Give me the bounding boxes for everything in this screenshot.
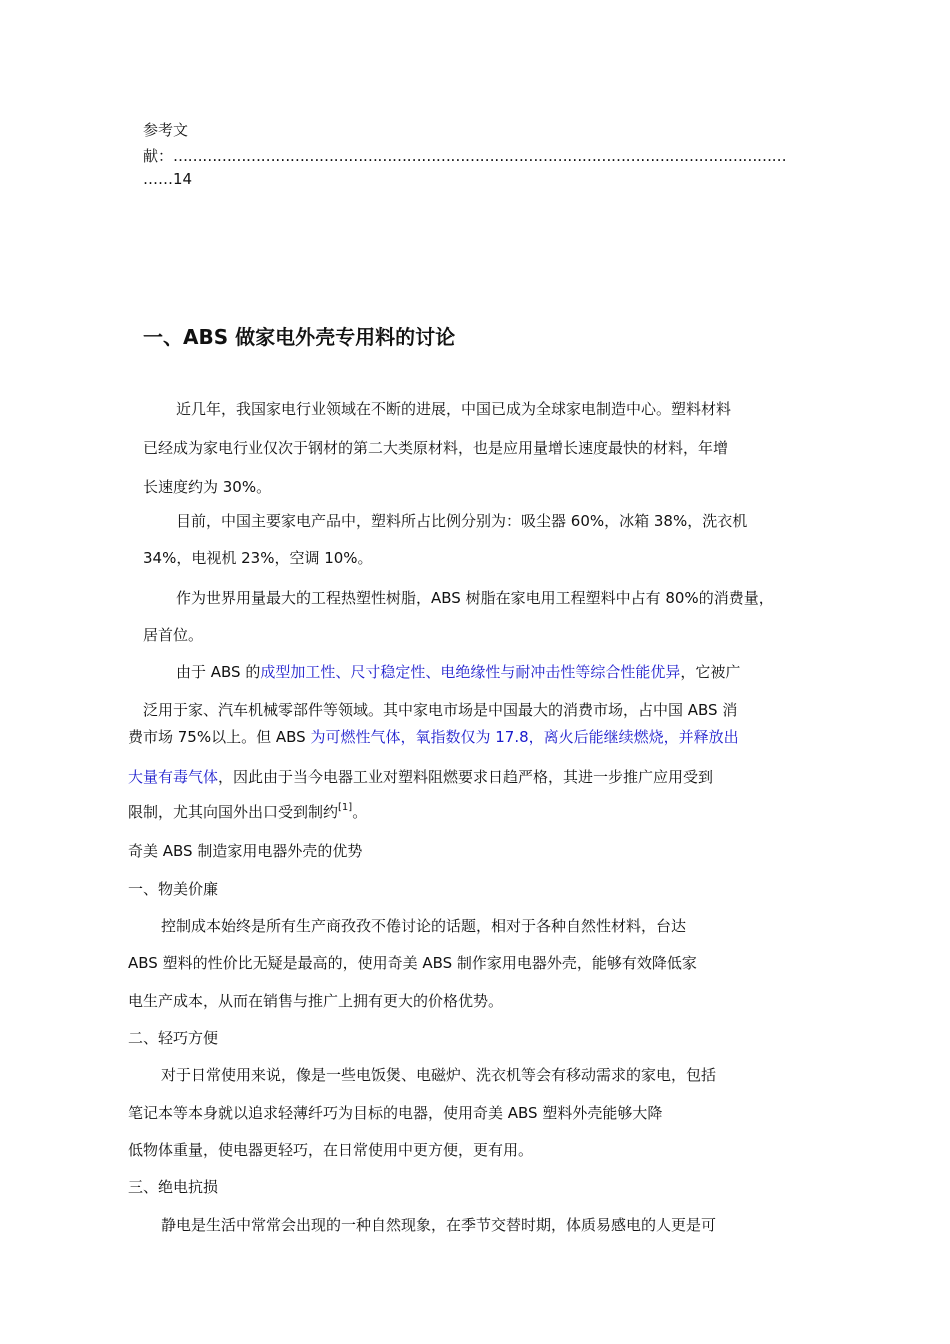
- adv2-line3: 低物体重量，使电器更轻巧，在日常使用中更方便，更有用。: [128, 1141, 534, 1159]
- adv1-line3: 电生产成本，从而在销售与推广上拥有更大的价格优势。: [128, 992, 504, 1010]
- p2-line2: 34%，电视机 23%，空调 10%。: [143, 549, 373, 567]
- p1-line3: 长速度约为 30%。: [143, 478, 272, 496]
- p4-highlight-toxic: 大量有毒气体: [128, 768, 219, 786]
- p4-line3: [128, 726, 739, 747]
- adv3-line1: 静电是生活中常常会出现的一种自然现象，在季节交替时期，体质易感电的人更是可: [161, 1216, 717, 1234]
- p4-highlight-properties: 成型加工性、尺寸稳定性、电绝缘性与耐冲击性等综合性能优异: [260, 663, 681, 681]
- p4-line4: [128, 766, 713, 787]
- p4-line3-a: 费市场 75%以上。但 ABS: [128, 728, 311, 746]
- toc-leader-dots: ………………………………………………………………………………………………………………: [173, 147, 787, 165]
- adv1-line2: ABS 塑料的性价比无疑是最高的，使用奇美 ABS 制作家用电器外壳，能够有效降低家: [128, 954, 697, 972]
- adv2-line2: 笔记本等本身就以追求轻薄纤巧为目标的电器，使用奇美 ABS 塑料外壳能够大降: [128, 1104, 663, 1122]
- p4-line4-b: ，因此由于当今电器工业对塑料阻燃要求日趋严格，其进一步推广应用受到: [218, 768, 714, 786]
- sub-heading: 奇美 ABS 制造家用电器外壳的优势: [128, 842, 363, 860]
- adv1-title: 一、物美价廉: [128, 880, 219, 898]
- p1-line1: 近几年，我国家电行业领域在不断的进展，中国已成为全球家电制造中心。塑料材料: [176, 400, 732, 418]
- p1-line2: 已经成为家电行业仅次于钢材的第二大类原材料，也是应用量增长速度最快的材料，年增: [143, 439, 729, 457]
- adv3-title: 三、绝电抗损: [128, 1178, 219, 1196]
- adv1-line1: 控制成本始终是所有生产商孜孜不倦讨论的话题，相对于各种自然性材料，台达: [161, 917, 687, 935]
- p4-line1-c: ，它被广: [680, 663, 741, 681]
- p2-line1: 目前，中国主要家电产品中，塑料所占比例分别为：吸尘器 60%，冰箱 38%，洗衣机: [176, 512, 748, 530]
- p4-line5-a: 限制，尤其向国外出口受到制约: [128, 803, 339, 821]
- toc-label-text: 献：: [143, 147, 174, 165]
- p3-line2: 居首位。: [143, 626, 204, 644]
- p4-line1-a: 由于 ABS 的: [176, 663, 261, 681]
- toc-page-number: ……14: [143, 170, 193, 188]
- adv2-title: 二、轻巧方便: [128, 1029, 219, 1047]
- p4-highlight-flammable: 为可燃性气体，氧指数仅为 17.8，离火后能继续燃烧，并释放出: [310, 728, 739, 746]
- p4-line1: [176, 661, 740, 682]
- p3-line1: 作为世界用量最大的工程热塑性树脂，ABS 树脂在家电用工程塑料中占有 80%的消费量，: [176, 589, 774, 607]
- p4-line5: [128, 801, 367, 822]
- toc-label-line2: [143, 145, 786, 166]
- section-title: 一、ABS 做家电外壳专用料的讨论: [143, 325, 456, 349]
- citation-ref: [1]: [338, 802, 353, 813]
- p4-line5-b: 。: [352, 803, 368, 821]
- adv2-line1: 对于日常使用来说，像是一些电饭煲、电磁炉、洗衣机等会有移动需求的家电，包括: [161, 1066, 717, 1084]
- toc-label-line1: 参考文: [143, 121, 189, 139]
- p4-line2: 泛用于家、汽车机械零部件等领域。其中家电市场是中国最大的消费市场，占中国 ABS 消: [143, 701, 738, 719]
